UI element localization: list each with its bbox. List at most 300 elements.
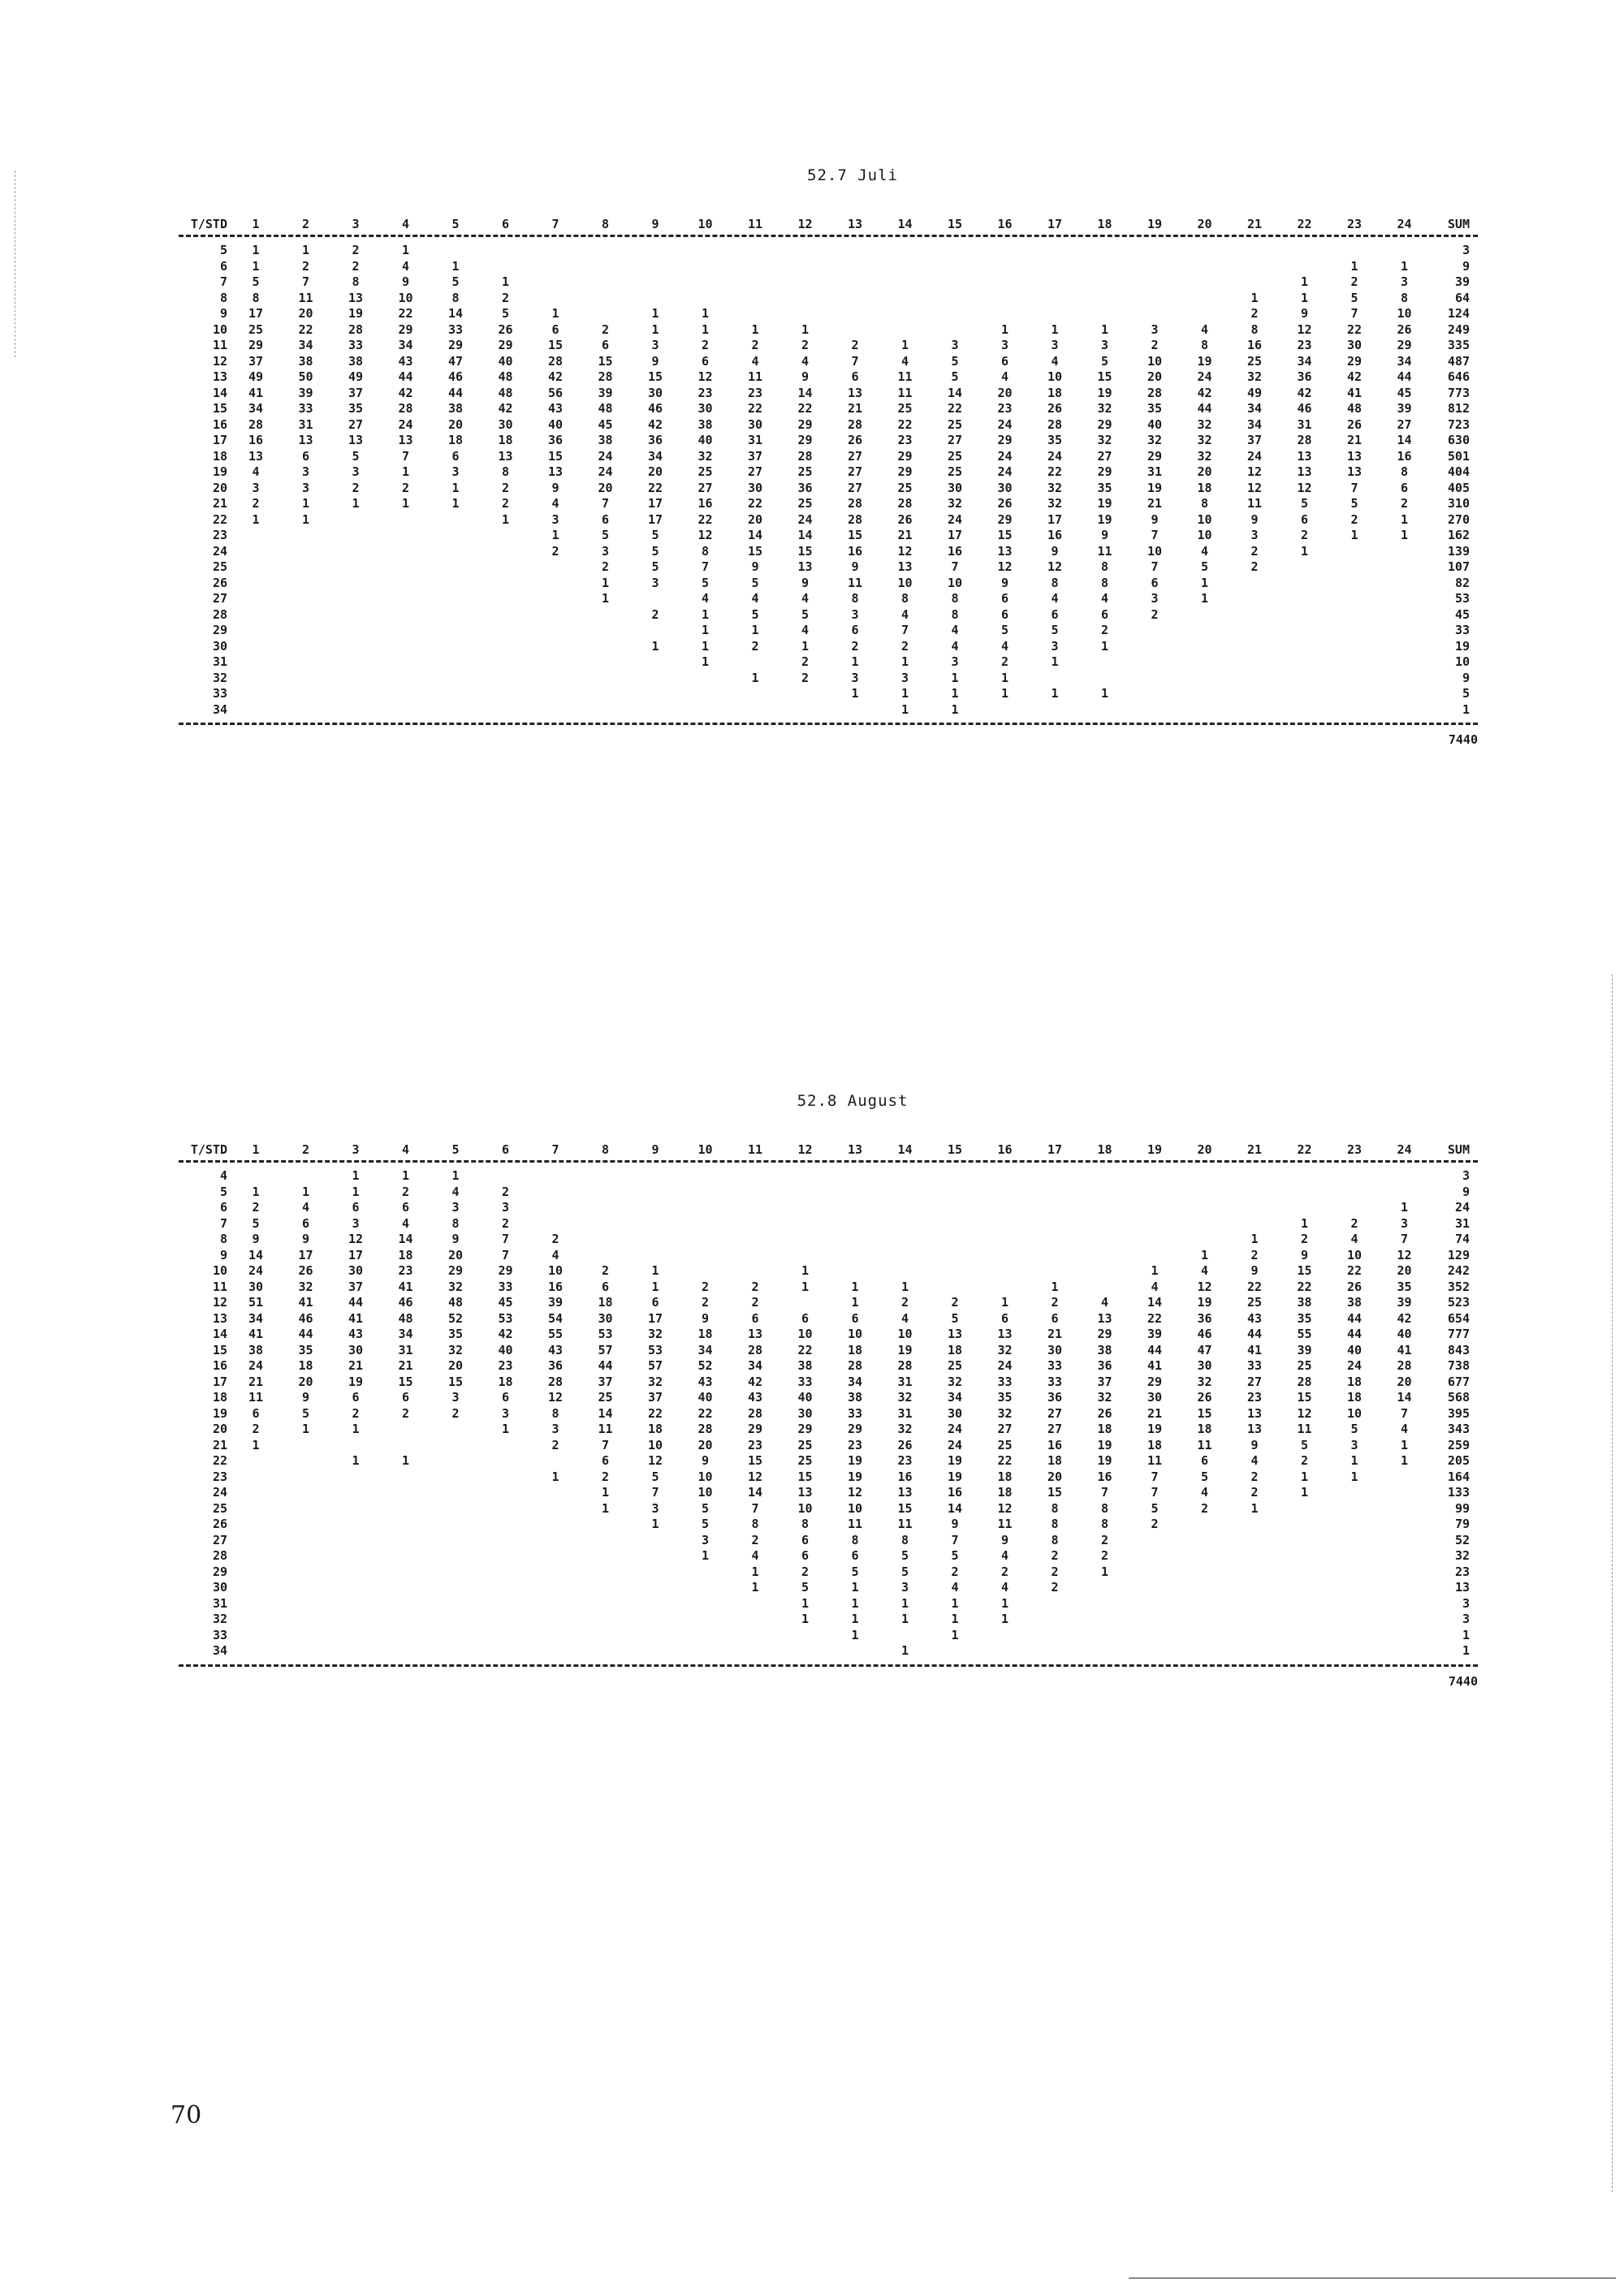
table-cell: 25 — [1297, 1358, 1312, 1373]
grand-total: 7440 — [1448, 732, 1478, 747]
table-cell: 37 — [1097, 1374, 1112, 1389]
table-cell: 18 — [997, 1469, 1013, 1484]
table-cell: 2 — [252, 496, 260, 511]
header-hour: 15 — [947, 1142, 963, 1157]
table-cell: 9 — [651, 353, 659, 369]
table-cell: 16 — [1246, 338, 1263, 352]
table-cell: 47 — [1197, 1342, 1212, 1357]
table-cell: 26 — [1197, 1390, 1212, 1405]
table-cell: 9 — [1250, 1263, 1259, 1278]
table-cell: 32 — [997, 1342, 1013, 1357]
table-cell: 44 — [447, 385, 464, 400]
table-cell: 27 — [847, 448, 863, 464]
table-cell: 40 — [547, 416, 564, 432]
table-cell: 17 — [298, 1247, 313, 1262]
table-cell: 40 — [698, 433, 713, 447]
table-cell: 22 — [797, 1342, 813, 1357]
table-cell: 4 — [701, 591, 710, 606]
table-cell: 2 — [1250, 1247, 1259, 1262]
table-cell: 22 — [698, 1405, 713, 1421]
table-cell: 8 — [1250, 322, 1259, 337]
table-cell: 13 — [398, 433, 413, 447]
table-cell: 1 — [401, 496, 410, 511]
table-cell: 4 — [951, 623, 959, 637]
table-cell: 43 — [348, 1327, 364, 1341]
row-sum: 9 — [1462, 670, 1470, 685]
table-cell: 1 — [601, 591, 610, 606]
table-cell: 39 — [598, 385, 613, 400]
table-cell: 1 — [1200, 575, 1209, 590]
table-cell: 2 — [751, 638, 759, 654]
table-cell: 43 — [398, 353, 413, 369]
table-cell: 8 — [901, 1532, 909, 1547]
row-label: 32 — [212, 670, 227, 685]
table-cell: 44 — [1147, 1342, 1163, 1357]
header-hour: 1 — [252, 217, 260, 231]
table-cell: 1 — [451, 258, 460, 274]
table-cell: 24 — [797, 511, 813, 527]
table-cell: 1 — [1400, 511, 1409, 527]
table-cell: 37 — [248, 353, 264, 369]
row-label: 24 — [212, 1485, 227, 1500]
table-cell: 10 — [1147, 353, 1163, 369]
table-cell: 1 — [1100, 638, 1109, 654]
table-cell: 5 — [801, 1580, 810, 1595]
table-cell: 4 — [801, 353, 810, 369]
table-cell: 11 — [1297, 1422, 1312, 1436]
row-label: 18 — [212, 448, 227, 464]
table-cell: 22 — [747, 496, 763, 511]
table-cell: 36 — [1197, 1310, 1212, 1326]
header-hour: 5 — [451, 1142, 460, 1157]
table-cell: 22 — [298, 322, 313, 337]
table-cell: 21 — [348, 1358, 364, 1373]
table-cell: 30 — [1147, 1390, 1163, 1405]
table-cell: 15 — [598, 353, 613, 369]
table-cell: 15 — [797, 1469, 813, 1484]
table-cell: 4 — [1000, 369, 1009, 384]
table-cell: 6 — [352, 1200, 360, 1215]
table-cell: 2 — [1051, 1295, 1059, 1310]
row-sum: 124 — [1447, 306, 1470, 321]
table-cell: 8 — [1200, 496, 1209, 511]
table-cell: 9 — [951, 1517, 959, 1531]
table-cell: 26 — [897, 1437, 913, 1452]
table-cell: 1 — [301, 1184, 310, 1199]
table-cell: 1 — [651, 1263, 659, 1278]
table-cell: 2 — [1250, 1469, 1259, 1484]
row-sum: 3 — [1462, 1612, 1470, 1626]
table-cell: 1 — [352, 1422, 360, 1436]
row-label: 13 — [212, 1310, 227, 1326]
table-cell: 5 — [651, 543, 659, 559]
table-cell: 11 — [897, 385, 913, 400]
table-cell: 5 — [651, 528, 659, 542]
table-cell: 8 — [1051, 575, 1059, 590]
table-cell: 3 — [451, 1200, 460, 1215]
table-cell: 1 — [451, 496, 460, 511]
table-cell: 2 — [551, 1437, 559, 1452]
table-cell: 2 — [1250, 559, 1259, 574]
table-cell: 25 — [698, 464, 713, 479]
table-cell: 1 — [1100, 686, 1109, 701]
table-cell: 5 — [901, 1548, 909, 1563]
table-cell: 29 — [1097, 1327, 1112, 1341]
table-cell: 3 — [951, 654, 959, 669]
table-cell: 1 — [701, 606, 710, 622]
table-cell: 5 — [851, 1564, 859, 1579]
table-cell: 28 — [847, 496, 863, 511]
table-cell: 19 — [1147, 480, 1163, 495]
table-cell: 26 — [847, 433, 863, 447]
table-cell: 8 — [451, 290, 460, 305]
row-sum: 773 — [1447, 385, 1470, 400]
table-cell: 48 — [498, 369, 513, 384]
table-cell: 12 — [747, 1469, 763, 1484]
table-cell: 8 — [1051, 1517, 1059, 1531]
table-cell: 2 — [601, 559, 610, 574]
table-cell: 29 — [1147, 448, 1163, 464]
table-cell: 1 — [651, 306, 659, 321]
table-cell: 2 — [1200, 1500, 1209, 1516]
table-cell: 6 — [801, 1532, 810, 1547]
table-cell: 6 — [252, 1405, 260, 1421]
row-sum: 738 — [1447, 1358, 1470, 1373]
table-cell: 24 — [1346, 1358, 1363, 1373]
table-cell: 9 — [1250, 1437, 1259, 1452]
table-cell: 4 — [1051, 353, 1059, 369]
table-cell: 30 — [947, 480, 963, 495]
header-hour: 24 — [1397, 1142, 1412, 1157]
table-cell: 18 — [1047, 1453, 1063, 1468]
row-sum: 723 — [1447, 416, 1470, 432]
table-cell: 6 — [1000, 1310, 1009, 1326]
table-cell: 3 — [1151, 591, 1159, 606]
table-cell: 5 — [252, 274, 260, 289]
table-cell: 2 — [1000, 1564, 1009, 1579]
table-cell: 1 — [301, 243, 310, 257]
row-label: 5 — [219, 1184, 227, 1199]
table-cell: 2 — [951, 1564, 959, 1579]
row-sum: 249 — [1447, 322, 1470, 337]
row-label: 12 — [212, 1295, 227, 1310]
bottom-rule — [1129, 2277, 1616, 2279]
table-cell: 1 — [1350, 258, 1358, 274]
table-cell: 7 — [1151, 559, 1159, 574]
table-cell: 6 — [801, 1310, 810, 1326]
table-cell: 5 — [701, 575, 710, 590]
table-cell: 3 — [1400, 274, 1409, 289]
table-cell: 36 — [797, 480, 813, 495]
table-cell: 1 — [1400, 1437, 1409, 1452]
table-cell: 21 — [1147, 1405, 1163, 1421]
table-cell: 8 — [551, 1405, 559, 1421]
row-sum: 24 — [1454, 1200, 1470, 1215]
table-cell: 17 — [647, 496, 663, 511]
table-cell: 1 — [1000, 1295, 1009, 1310]
row-sum: 129 — [1447, 1247, 1470, 1262]
header-hour: 13 — [847, 1142, 863, 1157]
table-cell: 26 — [1397, 322, 1412, 337]
row-label: 28 — [212, 1548, 227, 1563]
header-hour: 19 — [1147, 1142, 1163, 1157]
table-cell: 25 — [897, 480, 913, 495]
table-cell: 2 — [301, 258, 310, 274]
table-cell: 10 — [1197, 528, 1212, 542]
table-cell: 27 — [947, 433, 963, 447]
table-cell: 21 — [1346, 433, 1363, 447]
header-hour: 3 — [352, 217, 360, 231]
table-cell: 1 — [851, 1279, 859, 1294]
table-cell: 1 — [352, 1168, 360, 1183]
table-cell: 32 — [1047, 496, 1063, 511]
table-cell: 18 — [1346, 1390, 1363, 1405]
table-cell: 9 — [851, 559, 859, 574]
table-cell: 7 — [1400, 1405, 1409, 1421]
table-cell: 39 — [298, 385, 313, 400]
table-cell: 1 — [352, 496, 360, 511]
table-cell: 1 — [901, 686, 909, 701]
table-cell: 2 — [501, 480, 510, 495]
row-sum: 9 — [1462, 258, 1470, 274]
table-cell: 37 — [747, 448, 763, 464]
table-cell: 4 — [401, 1215, 410, 1231]
row-sum: 1 — [1462, 1627, 1470, 1642]
row-label: 33 — [212, 1627, 227, 1642]
table-cell: 1 — [1300, 290, 1309, 305]
table-cell: 30 — [797, 1405, 813, 1421]
row-sum: 1 — [1462, 1643, 1470, 1658]
table-cell: 16 — [1097, 1469, 1112, 1484]
table-cell: 4 — [1200, 1263, 1209, 1278]
table-cell: 6 — [501, 1390, 510, 1405]
table-cell: 46 — [647, 401, 663, 416]
table-cell: 29 — [997, 433, 1013, 447]
table-cell: 4 — [1350, 1232, 1358, 1246]
table-cell: 6 — [1051, 1310, 1059, 1326]
table-cell: 30 — [997, 480, 1013, 495]
table-cell: 4 — [1100, 1295, 1109, 1310]
header-hour: 21 — [1246, 1142, 1263, 1157]
row-label: 15 — [212, 1342, 227, 1357]
header-hour: 4 — [401, 217, 410, 231]
table-cell: 2 — [951, 1295, 959, 1310]
table-cell: 1 — [751, 1564, 759, 1579]
table-cell: 1 — [801, 1612, 810, 1626]
table-cell: 28 — [1297, 1374, 1312, 1389]
row-sum: 310 — [1447, 496, 1470, 511]
table-cell: 7 — [951, 559, 959, 574]
table-cell: 3 — [901, 1580, 909, 1595]
table-cell: 30 — [747, 480, 763, 495]
table-cell: 1 — [801, 638, 810, 654]
row-sum: 31 — [1454, 1215, 1470, 1231]
table-cell: 23 — [498, 1358, 513, 1373]
table-cell: 2 — [1350, 274, 1358, 289]
table-cell: 7 — [1100, 1485, 1109, 1500]
table-cell: 4 — [401, 258, 410, 274]
table-cell: 1 — [851, 1295, 859, 1310]
table-cell: 2 — [1151, 606, 1159, 622]
table-cell: 3 — [1151, 322, 1159, 337]
table-cell: 40 — [498, 1342, 513, 1357]
table-cell: 10 — [947, 575, 963, 590]
table-cell: 17 — [348, 1247, 364, 1262]
table-cell: 28 — [747, 1405, 763, 1421]
table-cell: 12 — [997, 559, 1013, 574]
table-cell: 42 — [1197, 385, 1212, 400]
table-cell: 1 — [401, 464, 410, 479]
table-cell: 8 — [1051, 1500, 1059, 1516]
table-cell: 1 — [551, 1469, 559, 1484]
table-cell: 19 — [1097, 1437, 1112, 1452]
table-cell: 15 — [1297, 1390, 1312, 1405]
table-cell: 39 — [1297, 1342, 1312, 1357]
table-cell: 41 — [298, 1295, 313, 1310]
table-cell: 33 — [997, 1374, 1013, 1389]
table-cell: 53 — [498, 1310, 513, 1326]
table-cell: 13 — [1297, 448, 1312, 464]
margin-mark-right — [1612, 974, 1613, 2192]
table-cell: 30 — [498, 416, 513, 432]
table-cell: 2 — [801, 338, 810, 352]
table-cell: 25 — [947, 464, 963, 479]
table-cell: 9 — [1300, 1247, 1309, 1262]
table-cell: 32 — [447, 1279, 464, 1294]
table-cell: 2 — [401, 480, 410, 495]
table-cell: 16 — [1047, 1437, 1063, 1452]
table-cell: 13 — [298, 433, 313, 447]
table-cell: 34 — [947, 1390, 963, 1405]
table-cell: 31 — [897, 1374, 913, 1389]
row-sum: 64 — [1454, 290, 1470, 305]
table-cell: 20 — [447, 416, 464, 432]
table-cell: 3 — [1051, 338, 1059, 352]
table-cell: 10 — [647, 1437, 663, 1452]
table-cell: 11 — [598, 1422, 613, 1436]
table-cell: 28 — [747, 1342, 763, 1357]
table-cell: 38 — [698, 416, 713, 432]
row-sum: 487 — [1447, 353, 1470, 369]
header-hour: 2 — [301, 217, 310, 231]
table-cell: 34 — [1246, 416, 1263, 432]
table-cell: 49 — [248, 369, 264, 384]
header-hour: 7 — [551, 1142, 559, 1157]
row-sum: 501 — [1447, 448, 1470, 464]
table-cell: 32 — [647, 1374, 663, 1389]
table-cell: 29 — [447, 1263, 464, 1278]
table-cell: 53 — [647, 1342, 663, 1357]
row-sum: 79 — [1454, 1517, 1470, 1531]
row-label: 17 — [212, 433, 227, 447]
table-cell: 8 — [1100, 1517, 1109, 1531]
row-label: 8 — [219, 1232, 227, 1246]
table-cell: 1 — [1100, 1564, 1109, 1579]
table-cell: 2 — [352, 1405, 360, 1421]
row-sum: 3 — [1462, 1595, 1470, 1611]
table-cell: 4 — [1400, 1422, 1409, 1436]
table-cell: 17 — [647, 511, 663, 527]
table-cell: 1 — [252, 243, 260, 257]
table-cell: 1 — [751, 322, 759, 337]
table-cell: 1 — [1350, 1469, 1358, 1484]
table-cell: 12 — [1047, 559, 1063, 574]
table-cell: 18 — [498, 433, 513, 447]
table-caption: 52.8 August — [797, 1092, 909, 1110]
table-cell: 4 — [751, 591, 759, 606]
table-cell: 14 — [1397, 1390, 1412, 1405]
table-cell: 11 — [847, 1517, 863, 1531]
table-cell: 32 — [298, 1279, 313, 1294]
table-cell: 32 — [1197, 448, 1212, 464]
table-cell: 3 — [551, 511, 559, 527]
table-cell: 1 — [701, 654, 710, 669]
table-cell: 4 — [751, 353, 759, 369]
header-hour: 6 — [501, 1142, 510, 1157]
table-cell: 8 — [1200, 338, 1209, 352]
table-cell: 4 — [451, 1184, 460, 1199]
table-cell: 14 — [398, 1232, 413, 1246]
header-sum: SUM — [1447, 217, 1470, 231]
table-cell: 45 — [498, 1295, 513, 1310]
table-cell: 3 — [901, 670, 909, 685]
table-cell: 1 — [901, 1279, 909, 1294]
table-cell: 2 — [1000, 654, 1009, 669]
table-cell: 32 — [1197, 416, 1212, 432]
table-cell: 24 — [598, 464, 613, 479]
table-cell: 1 — [901, 654, 909, 669]
table-cell: 23 — [1297, 338, 1312, 352]
table-cell: 6 — [751, 1310, 759, 1326]
table-cell: 39 — [1147, 1327, 1163, 1341]
row-label: 6 — [219, 258, 227, 274]
table-cell: 2 — [1051, 1548, 1059, 1563]
table-cell: 1 — [451, 480, 460, 495]
table-cell: 5 — [501, 306, 510, 321]
table-cell: 18 — [598, 1295, 613, 1310]
table-cell: 34 — [747, 1358, 763, 1373]
table-cell: 1 — [901, 338, 909, 352]
table-cell: 6 — [301, 448, 310, 464]
table-cell: 12 — [547, 1390, 564, 1405]
table-cell: 28 — [547, 353, 564, 369]
table-cell: 5 — [801, 606, 810, 622]
table-cell: 32 — [1246, 369, 1263, 384]
table-cell: 22 — [1346, 1263, 1363, 1278]
table-cell: 23 — [897, 433, 913, 447]
row-label: 34 — [212, 1643, 227, 1658]
row-label: 22 — [212, 511, 227, 527]
table-cell: 9 — [1051, 543, 1059, 559]
table-cell: 19 — [847, 1453, 863, 1468]
table-cell: 34 — [1397, 353, 1412, 369]
table-cell: 2 — [601, 1469, 610, 1484]
table-cell: 8 — [1100, 575, 1109, 590]
table-cell: 25 — [947, 416, 963, 432]
table-cell: 1 — [1200, 591, 1209, 606]
table-cell: 2 — [551, 543, 559, 559]
table-cell: 22 — [997, 1453, 1013, 1468]
table-cell: 29 — [1147, 1374, 1163, 1389]
table-cell: 38 — [1297, 1295, 1312, 1310]
table-cell: 27 — [847, 480, 863, 495]
table-cell: 1 — [751, 670, 759, 685]
table-cell: 15 — [797, 543, 813, 559]
table-cell: 33 — [1047, 1358, 1063, 1373]
table-cell: 42 — [747, 1374, 763, 1389]
table-cell: 5 — [951, 1548, 959, 1563]
table-cell: 10 — [1346, 1247, 1363, 1262]
